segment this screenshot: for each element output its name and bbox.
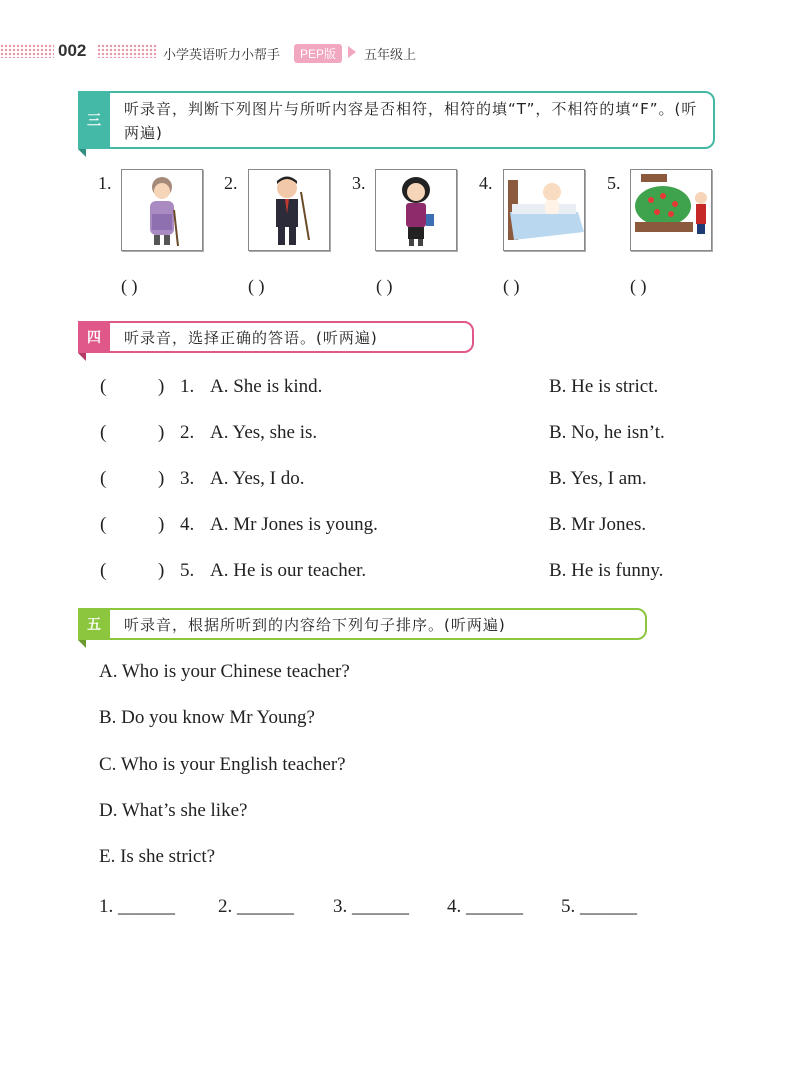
option-b: B. Mr Jones. (549, 514, 647, 535)
book-title: 小学英语听力小帮手 (163, 48, 281, 63)
answer-paren-close: ) (158, 422, 165, 443)
answer-paren-open[interactable]: ( (100, 514, 107, 535)
section4-marker: 四 (78, 321, 110, 353)
option-a: A. Yes, she is. (210, 422, 318, 443)
header-dots-left (0, 44, 54, 58)
question-number: 1. (180, 376, 195, 397)
option-a: A. She is kind. (210, 376, 323, 397)
answer-paren-open[interactable]: ( (100, 376, 107, 397)
sentence-item: D. What’s she like? (99, 800, 248, 821)
option-b: B. He is strict. (549, 376, 659, 397)
answer-paren-open[interactable]: ( (100, 468, 107, 489)
section4-banner (78, 321, 474, 353)
baby-on-bed-illustration-icon (503, 169, 585, 251)
arrow-icon (348, 46, 356, 58)
garden-girl-illustration-icon (630, 169, 712, 251)
section5-banner (78, 608, 647, 640)
option-a: A. He is our teacher. (210, 560, 367, 581)
answer-paren-close: ) (158, 560, 165, 581)
answer-paren-close: ) (158, 468, 165, 489)
grade-label: 五年级上 (364, 48, 417, 63)
banner-fold-decoration (78, 640, 86, 648)
strict-teacher-illustration-icon (248, 169, 330, 251)
edition-badge: PEP版 (294, 44, 342, 63)
section5-marker: 五 (78, 608, 110, 640)
order-blank[interactable]: 3. ______ (333, 896, 409, 917)
option-b: B. No, he isn’t. (549, 422, 665, 443)
option-a: A. Mr Jones is young. (210, 514, 378, 535)
sentence-item: B. Do you know Mr Young? (99, 707, 315, 728)
grandmother-illustration-icon (121, 169, 203, 251)
banner-fold-decoration (78, 353, 86, 361)
answer-paren[interactable]: ( ) (248, 276, 265, 296)
answer-paren-open[interactable]: ( (100, 560, 107, 581)
sentence-item: C. Who is your English teacher? (99, 754, 346, 775)
order-blank[interactable]: 2. ______ (218, 896, 294, 917)
order-blank[interactable]: 4. ______ (447, 896, 523, 917)
woman-teacher-illustration-icon (375, 169, 457, 251)
order-blank[interactable]: 5. ______ (561, 896, 637, 917)
picture-number: 1. (98, 173, 112, 193)
picture-number: 2. (224, 173, 238, 193)
order-blank[interactable]: 1. ______ (99, 896, 175, 917)
answer-paren-close: ) (158, 514, 165, 535)
answer-paren-close: ) (158, 376, 165, 397)
option-b: B. Yes, I am. (549, 468, 647, 489)
sentence-item: A. Who is your Chinese teacher? (99, 661, 350, 682)
question-number: 3. (180, 468, 195, 489)
section4-instruction: 听录音，选择正确的答语。(听两遍) (124, 329, 378, 347)
section3-banner (78, 91, 715, 149)
answer-paren[interactable]: ( ) (376, 276, 393, 296)
picture-number: 4. (479, 173, 493, 193)
answer-paren[interactable]: ( ) (503, 276, 520, 296)
section5-instruction: 听录音，根据所听到的内容给下列句子排序。(听两遍) (124, 616, 506, 634)
answer-paren-open[interactable]: ( (100, 422, 107, 443)
header-dots-mid (97, 44, 157, 58)
page-number: 002 (58, 41, 87, 60)
answer-paren[interactable]: ( ) (121, 276, 138, 296)
question-number: 2. (180, 422, 195, 443)
picture-number: 3. (352, 173, 366, 193)
section3-marker: 三 (78, 91, 110, 149)
sentence-item: E. Is she strict? (99, 846, 216, 867)
answer-paren[interactable]: ( ) (630, 276, 647, 296)
question-number: 5. (180, 560, 195, 581)
option-a: A. Yes, I do. (210, 468, 305, 489)
picture-number: 5. (607, 173, 621, 193)
banner-fold-decoration (78, 149, 86, 157)
option-b: B. He is funny. (549, 560, 664, 581)
question-number: 4. (180, 514, 195, 535)
section3-instruction: 听录音，判断下列图片与所听内容是否相符，相符的填“T”，不相符的填“F”。(听两遍) (124, 100, 698, 142)
